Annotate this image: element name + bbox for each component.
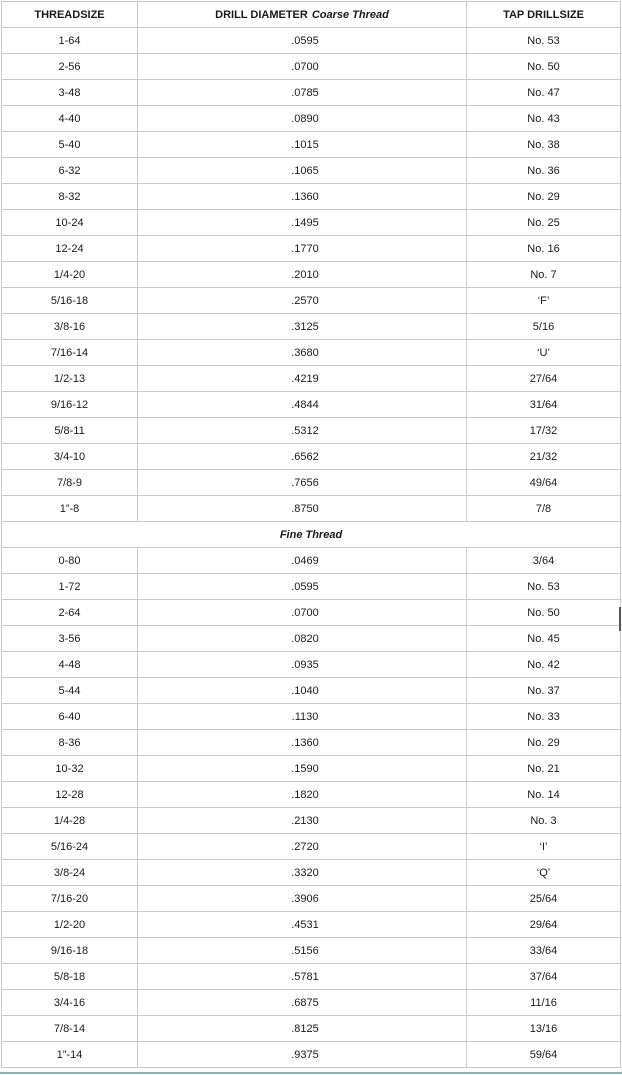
thread-size-cell: 0-80 (2, 548, 138, 574)
thread-size-cell: 10-24 (2, 210, 138, 236)
drill-diameter-cell: .1130 (138, 704, 467, 730)
drill-diameter-cell: .1040 (138, 678, 467, 704)
table-row (2, 262, 621, 288)
tap-drill-size-cell: 7/8 (467, 496, 621, 522)
thread-size-cell: 4-48 (2, 652, 138, 678)
table-row (2, 158, 621, 184)
thread-size-cell: 3-56 (2, 626, 138, 652)
thread-size-cell: 5/8-11 (2, 418, 138, 444)
thread-size-cell: 1”-14 (2, 1042, 138, 1068)
table-header-row (2, 2, 621, 28)
drill-diameter-cell: .7656 (138, 470, 467, 496)
table-row (2, 548, 621, 574)
tap-drill-size-cell: No. 33 (467, 704, 621, 730)
drill-diameter-cell: .1495 (138, 210, 467, 236)
table-row (2, 28, 621, 54)
drill-diameter-cell: .3125 (138, 314, 467, 340)
header-coarse-thread-label: Coarse Thread (311, 8, 389, 21)
table-row (2, 54, 621, 80)
tap-drill-size-cell: 11/16 (467, 990, 621, 1016)
thread-size-cell: 3/8-24 (2, 860, 138, 886)
header-threadsize: THREADSIZE (2, 2, 138, 28)
tap-drill-size-cell: ‘Q’ (467, 860, 621, 886)
tap-drill-size-cell: 31/64 (467, 392, 621, 418)
thread-size-cell: 12-24 (2, 236, 138, 262)
tap-drill-size-cell: 5/16 (467, 314, 621, 340)
header-drill-diameter (138, 2, 467, 28)
bottom-divider (0, 1072, 622, 1074)
drill-diameter-cell: .5312 (138, 418, 467, 444)
tap-drill-size-cell: No. 53 (467, 574, 621, 600)
drill-diameter-cell: .4219 (138, 366, 467, 392)
tap-drill-size-cell: 59/64 (467, 1042, 621, 1068)
table-row (2, 314, 621, 340)
thread-size-cell: 7/8-9 (2, 470, 138, 496)
tap-drill-size-cell: No. 43 (467, 106, 621, 132)
table-row (2, 860, 621, 886)
thread-size-cell: 1-64 (2, 28, 138, 54)
drill-diameter-cell: .6562 (138, 444, 467, 470)
drill-diameter-cell: .8125 (138, 1016, 467, 1042)
thread-size-cell: 3/4-16 (2, 990, 138, 1016)
tap-drill-size-cell: 49/64 (467, 470, 621, 496)
tap-drill-size-cell: 3/64 (467, 548, 621, 574)
tap-drill-size-cell: No. 29 (467, 184, 621, 210)
table-row (2, 808, 621, 834)
fine-thread-section-row (2, 522, 621, 548)
drill-diameter-cell: .1770 (138, 236, 467, 262)
drill-diameter-cell: .0595 (138, 28, 467, 54)
thread-size-cell: 1/4-20 (2, 262, 138, 288)
tap-drill-size-cell: ‘F’ (467, 288, 621, 314)
table-row (2, 756, 621, 782)
drill-diameter-cell: .1015 (138, 132, 467, 158)
table-row (2, 210, 621, 236)
tap-drill-size-cell: 33/64 (467, 938, 621, 964)
thread-size-cell: 8-36 (2, 730, 138, 756)
thread-size-cell: 5/16-18 (2, 288, 138, 314)
drill-diameter-cell: .2720 (138, 834, 467, 860)
table-row (2, 938, 621, 964)
tap-drill-size-cell: 27/64 (467, 366, 621, 392)
thread-size-cell: 7/16-20 (2, 886, 138, 912)
thread-size-cell: 8-32 (2, 184, 138, 210)
table-row (2, 626, 621, 652)
thread-size-cell: 12-28 (2, 782, 138, 808)
drill-diameter-cell: .5156 (138, 938, 467, 964)
tap-drill-size-cell: No. 50 (467, 54, 621, 80)
thread-size-cell: 1/2-20 (2, 912, 138, 938)
table-row (2, 574, 621, 600)
drill-diameter-cell: .4844 (138, 392, 467, 418)
thread-size-cell: 1/2-13 (2, 366, 138, 392)
drill-diameter-cell: .1820 (138, 782, 467, 808)
header-tap-drillsize: TAP DRILLSIZE (467, 2, 621, 28)
tap-drill-size-cell: No. 47 (467, 80, 621, 106)
table-row (2, 782, 621, 808)
thread-size-cell: 10-32 (2, 756, 138, 782)
drill-diameter-cell: .0469 (138, 548, 467, 574)
tap-drill-size-cell: 17/32 (467, 418, 621, 444)
drill-diameter-cell: .0700 (138, 54, 467, 80)
thread-size-cell: 5-40 (2, 132, 138, 158)
drill-diameter-cell: .2010 (138, 262, 467, 288)
table-row (2, 990, 621, 1016)
drill-diameter-cell: .1360 (138, 730, 467, 756)
drill-diameter-cell: .0935 (138, 652, 467, 678)
tap-drill-size-cell: No. 36 (467, 158, 621, 184)
header-drill-diameter-label: DRILL DIAMETER (215, 8, 308, 21)
table-row (2, 886, 621, 912)
tap-drill-size-cell: No. 38 (467, 132, 621, 158)
table-row (2, 366, 621, 392)
fine-thread-label: Fine Thread (2, 522, 621, 548)
thread-size-cell: 7/16-14 (2, 340, 138, 366)
drill-diameter-cell: .9375 (138, 1042, 467, 1068)
tap-drill-size-cell: No. 14 (467, 782, 621, 808)
tap-drill-size-cell: No. 50 (467, 600, 621, 626)
thread-size-cell: 1/4-28 (2, 808, 138, 834)
drill-diameter-cell: .0785 (138, 80, 467, 106)
tap-drill-size-cell: No. 25 (467, 210, 621, 236)
table-row (2, 106, 621, 132)
thread-size-cell: 6-32 (2, 158, 138, 184)
table-row (2, 678, 621, 704)
thread-drill-table (1, 1, 621, 1068)
table-row (2, 340, 621, 366)
thread-size-cell: 1-72 (2, 574, 138, 600)
thread-size-cell: 7/8-14 (2, 1016, 138, 1042)
table-row (2, 834, 621, 860)
table-row (2, 1042, 621, 1068)
table-row (2, 132, 621, 158)
thread-size-cell: 1”-8 (2, 496, 138, 522)
thread-size-cell: 6-40 (2, 704, 138, 730)
tap-drill-size-cell: No. 42 (467, 652, 621, 678)
tap-drill-size-cell: ‘I’ (467, 834, 621, 860)
coarse-thread-rows (2, 28, 621, 522)
drill-diameter-cell: .8750 (138, 496, 467, 522)
tap-drill-size-cell: No. 37 (467, 678, 621, 704)
fine-thread-rows (2, 548, 621, 1068)
tap-drill-size-cell: ‘U’ (467, 340, 621, 366)
drill-diameter-cell: .5781 (138, 964, 467, 990)
drill-diameter-cell: .1590 (138, 756, 467, 782)
thread-size-cell: 9/16-18 (2, 938, 138, 964)
drill-diameter-cell: .0890 (138, 106, 467, 132)
table-row (2, 470, 621, 496)
drill-diameter-cell: .3906 (138, 886, 467, 912)
table-row (2, 184, 621, 210)
drill-diameter-cell: .2570 (138, 288, 467, 314)
tap-drill-size-cell: 13/16 (467, 1016, 621, 1042)
table-row (2, 288, 621, 314)
table-row (2, 600, 621, 626)
tap-drill-size-cell: No. 29 (467, 730, 621, 756)
drill-diameter-cell: .3680 (138, 340, 467, 366)
tap-drill-size-cell: 29/64 (467, 912, 621, 938)
tap-drill-size-cell: No. 21 (467, 756, 621, 782)
table-row (2, 236, 621, 262)
table-row (2, 418, 621, 444)
table-row (2, 964, 621, 990)
edge-scroll-mark (619, 607, 621, 631)
drill-diameter-cell: .6875 (138, 990, 467, 1016)
drill-diameter-cell: .4531 (138, 912, 467, 938)
thread-size-cell: 9/16-12 (2, 392, 138, 418)
drill-diameter-cell: .0700 (138, 600, 467, 626)
thread-size-cell: 3/4-10 (2, 444, 138, 470)
drill-diameter-cell: .1065 (138, 158, 467, 184)
drill-diameter-cell: .1360 (138, 184, 467, 210)
thread-size-cell: 3/8-16 (2, 314, 138, 340)
drill-diameter-cell: .2130 (138, 808, 467, 834)
drill-diameter-cell: .0595 (138, 574, 467, 600)
table-row (2, 496, 621, 522)
table-row (2, 730, 621, 756)
table-row (2, 704, 621, 730)
tap-drill-size-cell: No. 7 (467, 262, 621, 288)
drill-diameter-cell: .3320 (138, 860, 467, 886)
thread-size-cell: 5/8-18 (2, 964, 138, 990)
tap-drill-size-cell: No. 53 (467, 28, 621, 54)
table-row (2, 444, 621, 470)
thread-size-cell: 2-56 (2, 54, 138, 80)
thread-size-cell: 4-40 (2, 106, 138, 132)
tap-drill-size-cell: 21/32 (467, 444, 621, 470)
tap-drill-size-cell: 37/64 (467, 964, 621, 990)
table-row (2, 652, 621, 678)
tap-drill-size-cell: No. 3 (467, 808, 621, 834)
table-row (2, 392, 621, 418)
tap-drill-size-cell: No. 16 (467, 236, 621, 262)
thread-size-cell: 2-64 (2, 600, 138, 626)
tap-drill-size-cell: No. 45 (467, 626, 621, 652)
tap-drill-size-cell: 25/64 (467, 886, 621, 912)
thread-size-cell: 5-44 (2, 678, 138, 704)
table-row (2, 912, 621, 938)
thread-size-cell: 5/16-24 (2, 834, 138, 860)
drill-diameter-cell: .0820 (138, 626, 467, 652)
thread-size-cell: 3-48 (2, 80, 138, 106)
table-row (2, 80, 621, 106)
table-row (2, 1016, 621, 1042)
